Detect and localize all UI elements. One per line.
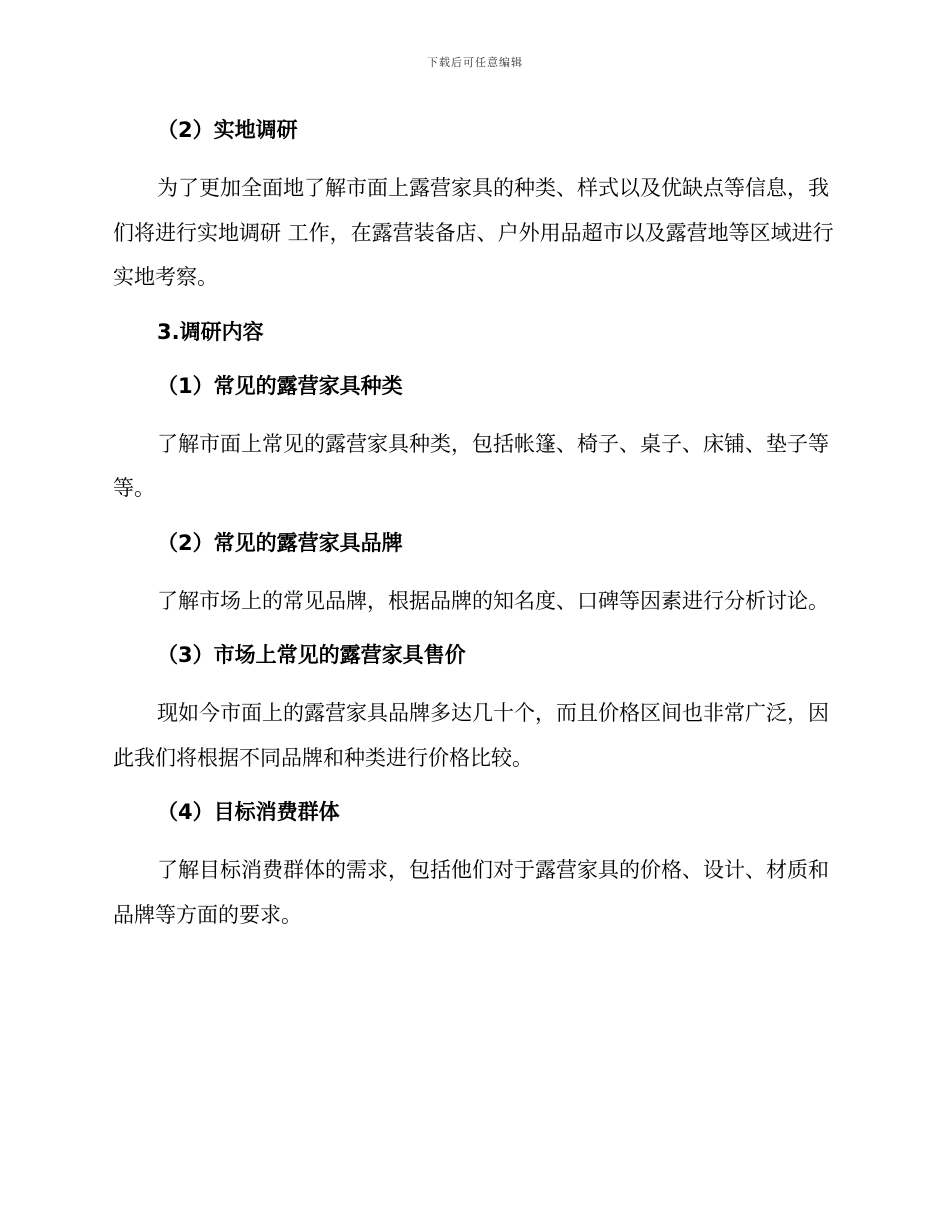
- header-note: 下载后可任意编辑: [427, 56, 523, 69]
- heading-furniture-prices: （3）市场上常见的露营家具售价: [157, 643, 466, 667]
- heading-target-consumers: （4）目标消费群体: [157, 800, 340, 824]
- heading-furniture-brands: （2）常见的露营家具品牌: [157, 530, 403, 555]
- document-body: [113, 112, 837, 937]
- heading-field-research: （2）实地调研: [157, 118, 298, 142]
- paragraph-furniture-prices: 现如今市面上的露营家具品牌多达几十个，而且价格区间也非常广泛，因此我们将根据不同品牌和种类进行价格比较。: [113, 701, 829, 770]
- paragraph-target-consumers: 了解目标消费群体的需求，包括他们对于露营家具的价格、设计、材质和品牌等方面的要求。: [113, 858, 829, 927]
- paragraph-furniture-types: 了解市面上常见的露营家具种类，包括帐篷、椅子、桌子、床铺、垫子等等。: [113, 431, 829, 500]
- heading-research-content: 3.调研内容: [157, 319, 264, 344]
- heading-furniture-types: （1）常见的露营家具种类: [157, 373, 403, 398]
- paragraph-furniture-brands: 了解市场上的常见品牌，根据品牌的知名度、口碑等因素进行分析讨论。: [157, 588, 829, 613]
- paragraph-field-research: 为了更加全面地了解市面上露营家具的种类、样式以及优缺点等信息，我们将进行实地调研 工作，在露营装备店、户外用品超市以及露营地等区域进行实地考察。: [113, 176, 834, 289]
